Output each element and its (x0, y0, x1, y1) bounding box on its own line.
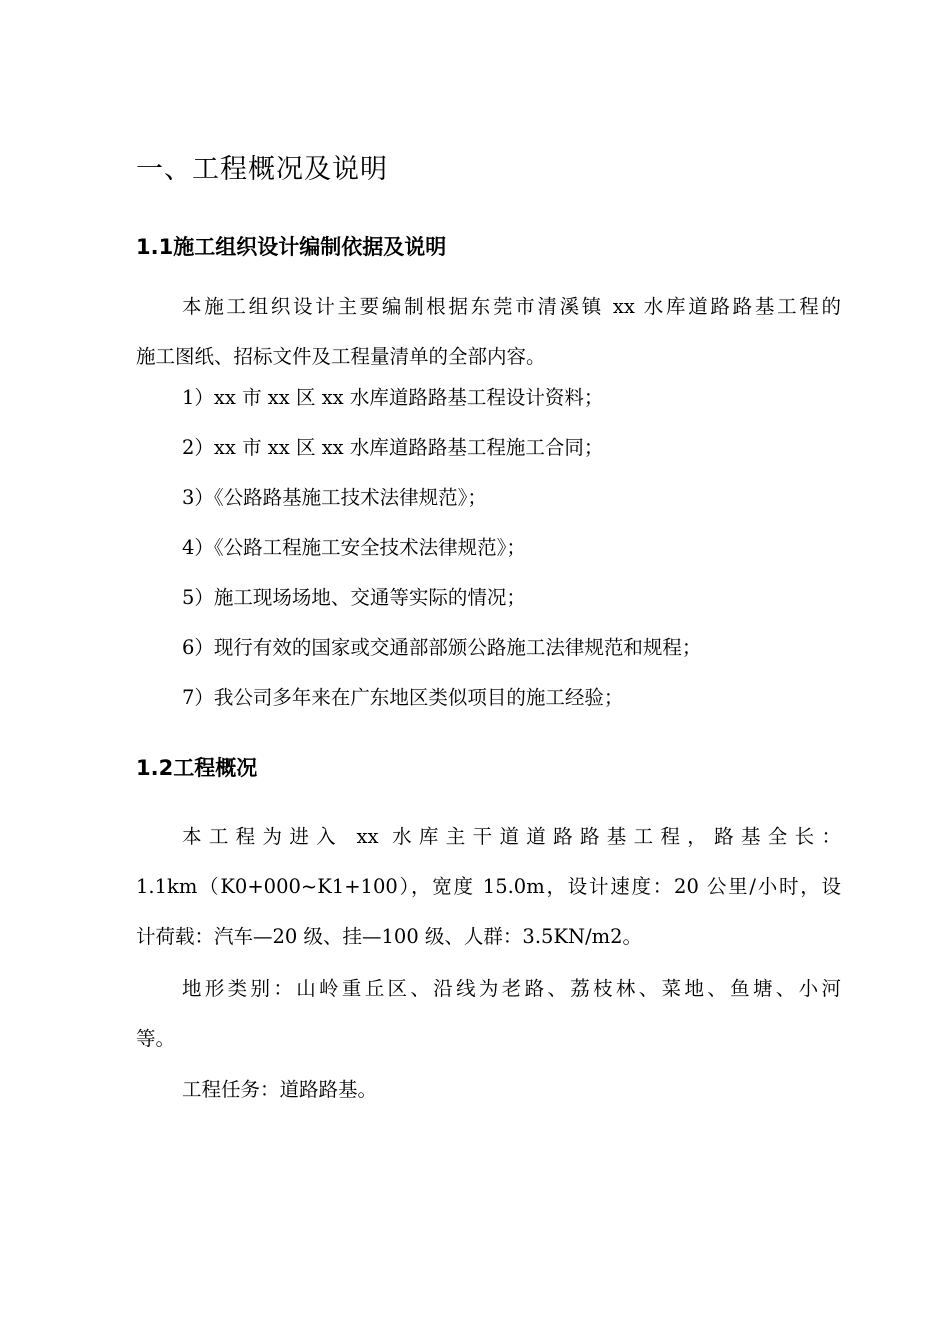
paragraph-line: 施工图纸、招标文件及工程量清单的全部内容。 (136, 345, 546, 368)
list-item: 3）《公路路基施工技术法律规范》； (182, 486, 487, 509)
paragraph-line: 本施工组织设计主要编制根据东莞市清溪镇 xx 水库道路路基工程的 (182, 295, 841, 318)
terrain-paragraph (136, 964, 841, 1064)
overview-paragraph (136, 812, 841, 962)
list-item: 4）《公路工程施工安全技术法律规范》； (182, 536, 526, 559)
section-1-2-heading: 1.2工程概况 (136, 756, 258, 780)
paragraph-line: 地形类别：山岭重丘区、沿线为老路、荔枝林、菜地、鱼塘、小河 (182, 977, 841, 1000)
list-item: 2）xx 市 xx 区 xx 水库道路路基工程施工合同； (182, 436, 604, 459)
list-item: 1）xx 市 xx 区 xx 水库道路路基工程设计资料； (182, 386, 604, 409)
main-heading: 一、工程概况及说明 (136, 154, 388, 185)
basis-list (182, 373, 701, 723)
basis-intro-paragraph (136, 282, 841, 382)
list-item: 5）施工现场场地、交通等实际的情况； (182, 586, 526, 609)
paragraph-line: 1.1km（K0+000~K1+100），宽度 15.0m，设计速度：20 公里/小时，设 (136, 875, 841, 898)
paragraph-line: 工程任务：道路路基。 (182, 1078, 378, 1101)
list-item: 7）我公司多年来在广东地区类似项目的施工经验； (182, 686, 624, 709)
paragraph-line: 本工程为进入 xx 水库主干道道路路基工程，路基全长： (182, 825, 841, 848)
paragraph-line: 等。 (136, 1027, 176, 1050)
list-item: 6）现行有效的国家或交通部部颁公路施工法律规范和规程； (182, 636, 702, 659)
task-paragraph (136, 1065, 841, 1115)
section-1-1-heading: 1.1施工组织设计编制依据及说明 (136, 235, 447, 259)
paragraph-line: 计荷载：汽车—20 级、挂—100 级、人群：3.5KN/m2。 (136, 925, 643, 948)
